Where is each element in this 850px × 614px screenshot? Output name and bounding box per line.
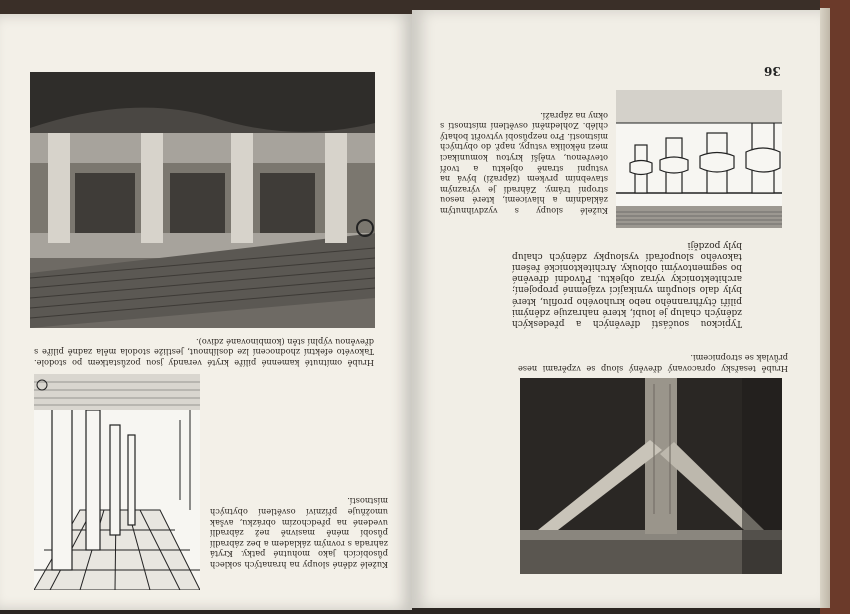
right-page	[412, 10, 820, 608]
left-page	[0, 14, 412, 610]
page-stack-edge	[820, 8, 830, 608]
truss-photo	[520, 378, 782, 574]
colonnade-caption: Kuželé zděné sloupy na hranatých soklech působících jako mohutné patky. Krytá zahrada s rovným základem a bez zábradlí působí méně masivně než zábradlí uvedené na předchozím obrázku, avšak umožňuje přízniví osvětlení obytných místností.	[210, 496, 388, 570]
capitals-caption: Kuželé sloupy s vyzdvihnutým základním a hlavicemi, které nesou stropní trámy. Záhradí je výrazným stavebním prvkem (zápraží) bývá na vstupní straně objektu a tvoří otevřenou, vnější krytou komunikaci mezi několika vstupy, např. do obytných místností. Pro nezpůsobí vytvořit bohatý chléb. Zohlednění osvětlení místností s okny na zápraží.	[440, 110, 608, 216]
capitals-illustration	[616, 90, 782, 228]
veranda-photo-image	[30, 72, 375, 328]
colonnade-illustration	[34, 374, 200, 590]
truss-caption: Hrubě tesařsky opracovaný dřevěný sloup se vzpěrami nese průvlak se stropnicemi.	[518, 353, 788, 374]
veranda-caption: Hrubě omítnuté kamenné pilíře kryté verandy jsou pozůstatkem po stodole. Takovéto efektní zhodnocení lze doslíhnout, jestliže stodola měla zadně pilíře s dřevěnou výplní stěn (kombinované zdivo).	[34, 336, 374, 368]
colonnade-drawing	[34, 374, 200, 590]
main-text: Typickou součástí dřevěných a předeských zděných chalup je loubí, které nahrazuje zděnými pilíři čtyřhranného nebo kruhového profilu, které byly dalo sloupům vynikající vzájemné propojení; architektonicky výraz objektu. Původní dřevěné bo segmentovými oblouky. Architektonické řešení takového sloupořadí vysloupky zděných chalup byly později	[512, 239, 742, 328]
page-number: 36	[764, 64, 781, 78]
truss-photo-image	[520, 378, 782, 574]
capitals-drawing	[616, 90, 782, 228]
veranda-photo	[30, 72, 375, 328]
